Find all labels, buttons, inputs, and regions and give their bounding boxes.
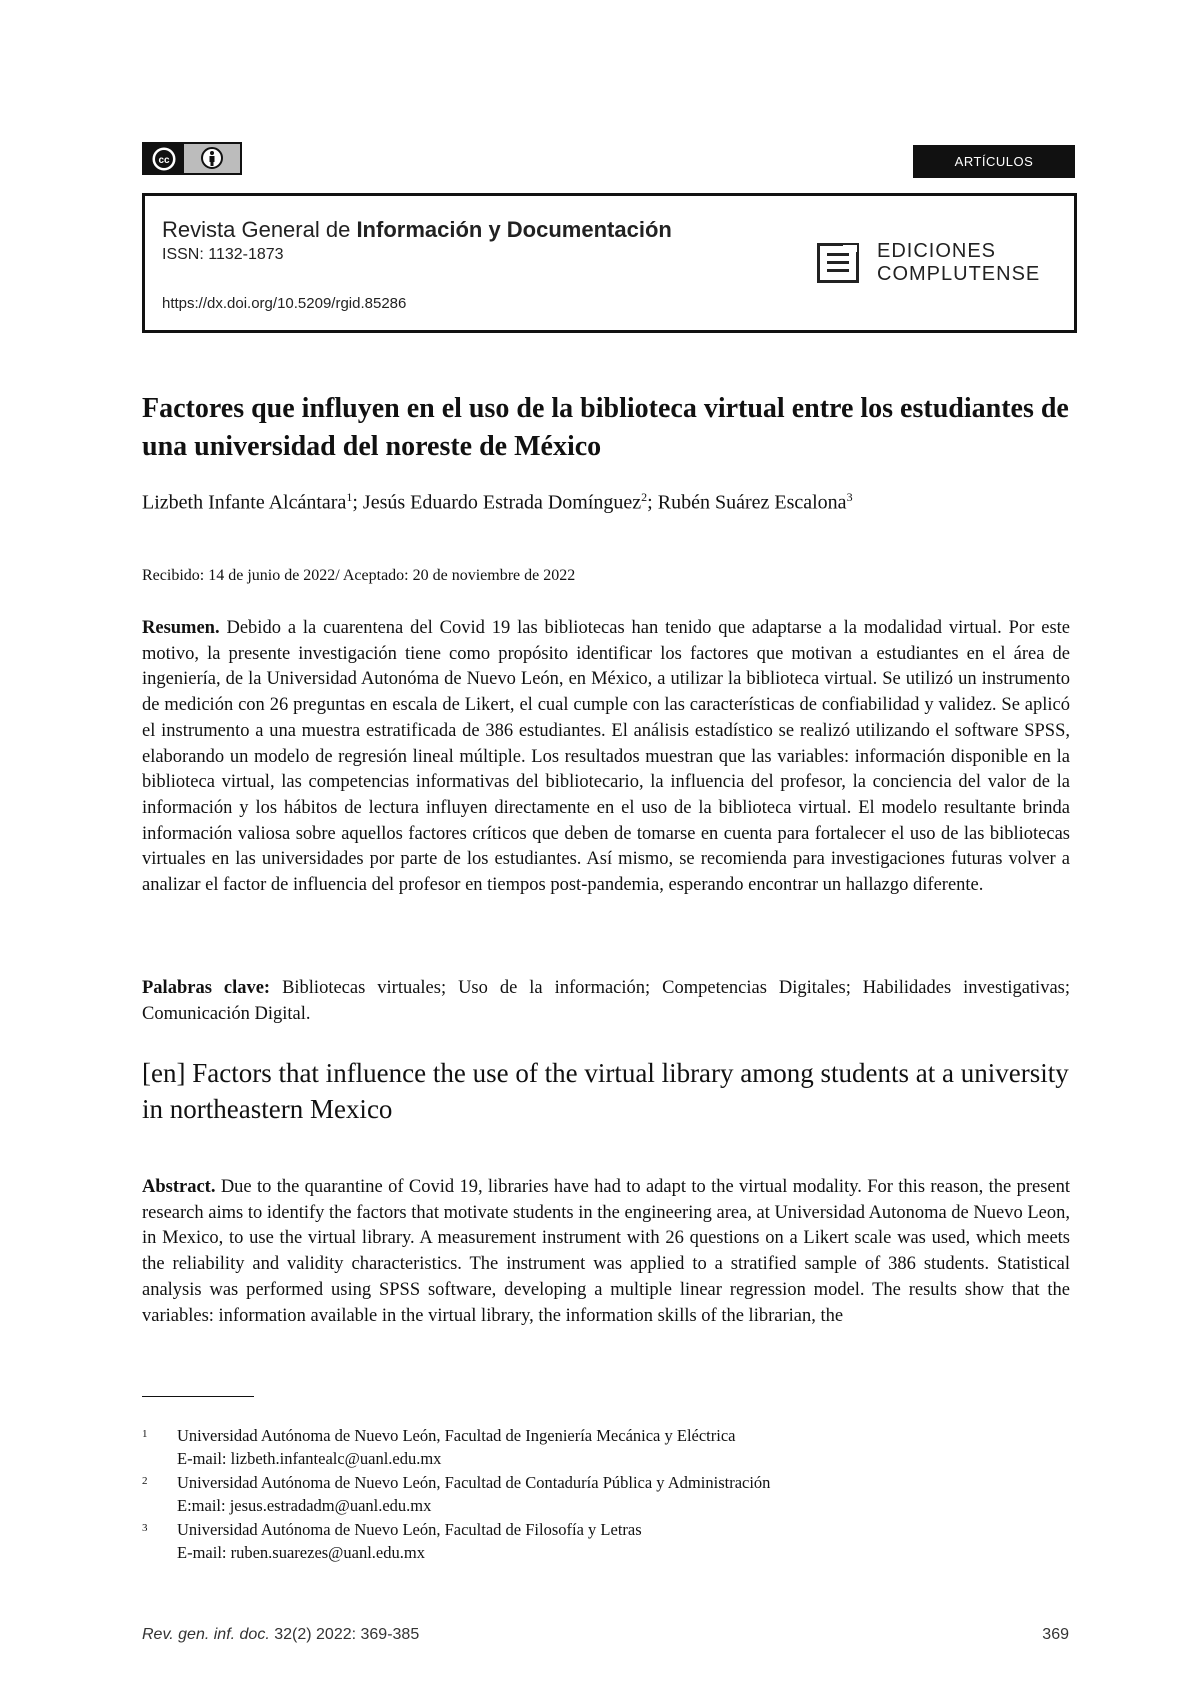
publisher-logo-icon: [817, 243, 859, 283]
publisher-name-line2: COMPLUTENSE: [877, 263, 1041, 285]
footnote-number: 1: [142, 1428, 148, 1440]
cc-license-badge: [142, 142, 242, 175]
footer-volume-pages: 32(2) 2022: 369-385: [269, 1626, 420, 1643]
footnote-email[interactable]: E-mail: lizbeth.infantealc@uanl.edu.mx: [177, 1448, 442, 1468]
publisher-name: [877, 240, 1040, 286]
journal-info-box: [142, 193, 1077, 333]
footnote-affiliation: Universidad Autónoma de Nuevo León, Facultad de Ingeniería Mecánica y Eléctrica: [177, 1426, 736, 1445]
english-title: [en] Factors that influence the use of the virtual library among students at a university in northeastern Mexico: [142, 1058, 1069, 1124]
footnote-email[interactable]: E-mail: ruben.suarezes@uanl.edu.mx: [177, 1542, 425, 1562]
author-affiliation-ref: 3: [846, 490, 853, 504]
publisher: [817, 240, 1040, 286]
creative-commons-icon: [144, 144, 184, 173]
issn: ISSN: 1132-1873: [162, 246, 284, 263]
journal-name-bold: Información y Documentación: [356, 217, 672, 242]
footnote-divider: [142, 1396, 254, 1397]
author-separator: ;: [647, 491, 658, 514]
abstract-label: Abstract.: [142, 1177, 216, 1197]
author-name: Lizbeth Infante Alcántara: [142, 491, 347, 514]
abstract-paragraph: [142, 1175, 1070, 1329]
journal-name: [162, 217, 672, 243]
page-number: 369: [1042, 1626, 1069, 1643]
footnote-affiliation: Universidad Autónoma de Nuevo León, Facultad de Filosofía y Letras: [177, 1520, 642, 1539]
article-title: Factores que influyen en el uso de la biblioteca virtual entre los estudiantes de una universidad del noreste de México: [142, 393, 1069, 462]
doi-link[interactable]: https://dx.doi.org/10.5209/rgid.85286: [162, 295, 407, 312]
author-name: Rubén Suárez Escalona: [657, 491, 847, 514]
publisher-name-line1: EDICIONES: [877, 240, 997, 262]
author-affiliation-ref: 1: [346, 490, 353, 504]
received-accepted-dates: Recibido: 14 de junio de 2022/ Aceptado: 20 de noviembre de 2022: [142, 567, 576, 584]
keywords-label: Palabras clave:: [142, 978, 271, 998]
author-separator: ;: [352, 491, 363, 514]
footnote-number: 2: [142, 1475, 148, 1487]
attribution-icon: [184, 144, 240, 173]
keywords-paragraph: [142, 976, 1070, 1027]
footnote-number: 3: [142, 1522, 148, 1534]
author-list: [142, 490, 1092, 515]
resumen-paragraph: [142, 616, 1070, 899]
journal-name-light: Revista General de: [162, 217, 357, 242]
abstract-text: Due to the quarantine of Covid 19, libraries have had to adapt to the virtual modality. For this reason, the present research aims to identify the factors that motivate students in the engineering area, at Universidad Autonoma de Nuevo Leon, in Mexico, to use the virtual library. A measurement instrument with 26 questions on a Likert scale was used, which meets the reliability and validity characteristics. The instrument was applied to a stratified sample of 386 students. Statistical analysis was performed using SPSS software, developing a multiple linear regression model. The results show that the variables: information available in the virtual library, the information skills of the librarian, the: [142, 1177, 1070, 1326]
section-label: ARTÍCULOS: [913, 145, 1075, 178]
footer-journal-abbrev: Rev. gen. inf. doc.: [142, 1626, 270, 1643]
footnote-email[interactable]: E:mail: jesus.estradadm@uanl.edu.mx: [177, 1495, 432, 1515]
author-name: Jesús Eduardo Estrada Domínguez: [362, 491, 642, 514]
footnote-affiliation: Universidad Autónoma de Nuevo León, Facultad de Contaduría Pública y Administración: [177, 1473, 771, 1492]
svg-text:cc: cc: [158, 154, 170, 166]
footer-citation: [142, 1626, 419, 1644]
keywords-text: Bibliotecas virtuales; Uso de la información; Competencias Digitales; Habilidades investigativas; Comunicación Digital.: [142, 978, 1070, 1024]
resumen-label: Resumen.: [142, 618, 220, 638]
resumen-text: Debido a la cuarentena del Covid 19 las bibliotecas han tenido que adaptarse a la modalidad virtual. Por este motivo, la presente investigación tiene como propósito identificar los factores que motivan a estudiantes en el área de ingeniería, de la Universidad Autonóma de Nuevo León, en México, a utilizar la biblioteca virtual. Se utilizó un instrumento de medición con 26 preguntas en escala de Likert, el cual cumple con las características de confiabilidad y validez. Se aplicó el instrumento a una muestra estratificada de 386 estudiantes. El análisis estadístico se realizó utilizando el software SPSS, elaborando un modelo de regresión lineal múltiple. Los resultados muestran que las variables: información disponible en la biblioteca virtual, las competencias informativas del bibliotecario, la influencia del profesor, la conciencia del valor de la información y los hábitos de lectura influyen directamente en el uso de la biblioteca virtual. El modelo resultante brinda información valiosa sobre aquellos factores críticos que deben de tomarse en cuenta para fortalecer el uso de las bibliotecas virtuales en las universidades por parte de los estudiantes. Así mismo, se recomienda para investigaciones futuras volver a analizar el factor de influencia del profesor en tiempos post-pandemia, esperando encontrar un hallazgo diferente.: [142, 618, 1070, 896]
author-affiliation-ref: 2: [641, 490, 648, 504]
